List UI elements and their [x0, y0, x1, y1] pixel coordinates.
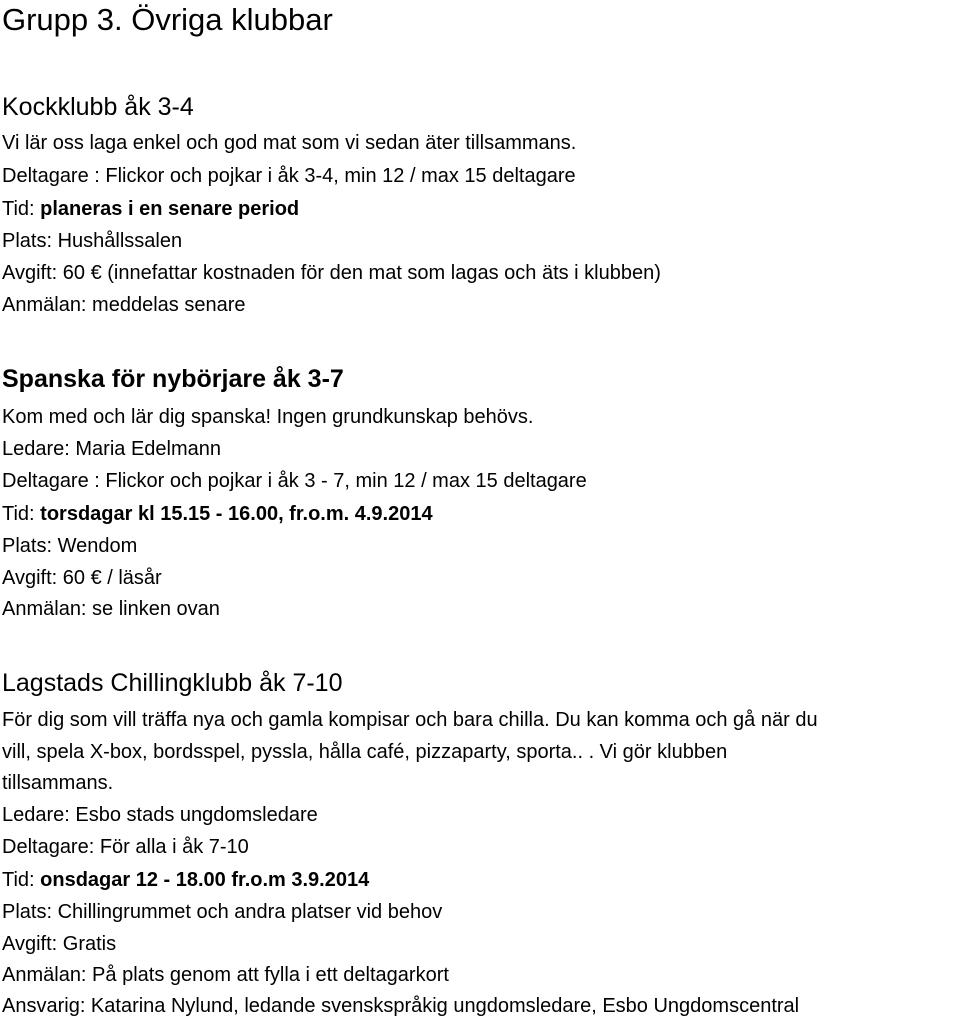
chillingklubb-description-line-2: vill, spela X-box, bordsspel, pyssla, hålla café, pizzaparty, sporta.. . Vi gör klubben: [2, 741, 728, 763]
section-heading-chillingklubb: Lagstads Chillingklubb åk 7-10: [2, 669, 343, 697]
kockklubb-time-value: planeras i en senare period: [40, 198, 300, 220]
kockklubb-participants: Deltagare : Flickor och pojkar i åk 3-4, min 12 / max 15 deltagare: [2, 165, 576, 187]
chillingklubb-signup: Anmälan: På plats genom att fylla i ett deltagarkort: [2, 964, 449, 986]
spanska-participants: Deltagare : Flickor och pojkar i åk 3 - 7, min 12 / max 15 deltagare: [2, 470, 587, 492]
chillingklubb-description-line-3: tillsammans.: [2, 772, 114, 794]
chillingklubb-place: Plats: Chillingrummet och andra platser vid behov: [2, 901, 443, 923]
spanska-place: Plats: Wendom: [2, 535, 138, 557]
chillingklubb-time-label: Tid:: [2, 869, 41, 891]
chillingklubb-time-value: onsdagar 12 - 18.00 fr.o.m 3.9.2014: [40, 869, 370, 891]
page-title: Grupp 3. Övriga klubbar: [2, 2, 333, 37]
kockklubb-time-label: Tid:: [2, 198, 41, 220]
kockklubb-signup: Anmälan: meddelas senare: [2, 294, 246, 316]
chillingklubb-description-line-1: För dig som vill träffa nya och gamla kompisar och bara chilla. Du kan komma och gå när du: [2, 709, 818, 731]
kockklubb-fee: Avgift: 60 € (innefattar kostnaden för den mat som lagas och äts i klubben): [2, 262, 661, 284]
spanska-time: [2, 502, 433, 526]
spanska-time-value: torsdagar kl 15.15 - 16.00, fr.o.m. 4.9.2014: [40, 503, 433, 525]
chillingklubb-fee: Avgift: Gratis: [2, 933, 117, 955]
chillingklubb-participants: Deltagare: För alla i åk 7-10: [2, 836, 249, 858]
spanska-time-label: Tid:: [2, 503, 41, 525]
kockklubb-place: Plats: Hushållssalen: [2, 230, 183, 252]
chillingklubb-leader: Ledare: Esbo stads ungdomsledare: [2, 804, 318, 826]
spanska-fee: Avgift: 60 € / läsår: [2, 567, 162, 589]
section-heading-spanska: Spanska för nybörjare åk 3-7: [2, 365, 344, 393]
section-heading-kockklubb: Kockklubb åk 3-4: [2, 93, 194, 121]
chillingklubb-responsible: Ansvarig: Katarina Nylund, ledande svenskspråkig ungdomsledare, Esbo Ungdomscentral: [2, 995, 800, 1017]
kockklubb-description: Vi lär oss laga enkel och god mat som vi sedan äter tillsammans.: [2, 132, 577, 154]
chillingklubb-time: [2, 868, 369, 892]
spanska-signup: Anmälan: se linken ovan: [2, 598, 220, 620]
kockklubb-time: [2, 197, 299, 221]
spanska-leader: Ledare: Maria Edelmann: [2, 438, 222, 460]
spanska-description: Kom med och lär dig spanska! Ingen grundkunskap behövs.: [2, 406, 534, 428]
